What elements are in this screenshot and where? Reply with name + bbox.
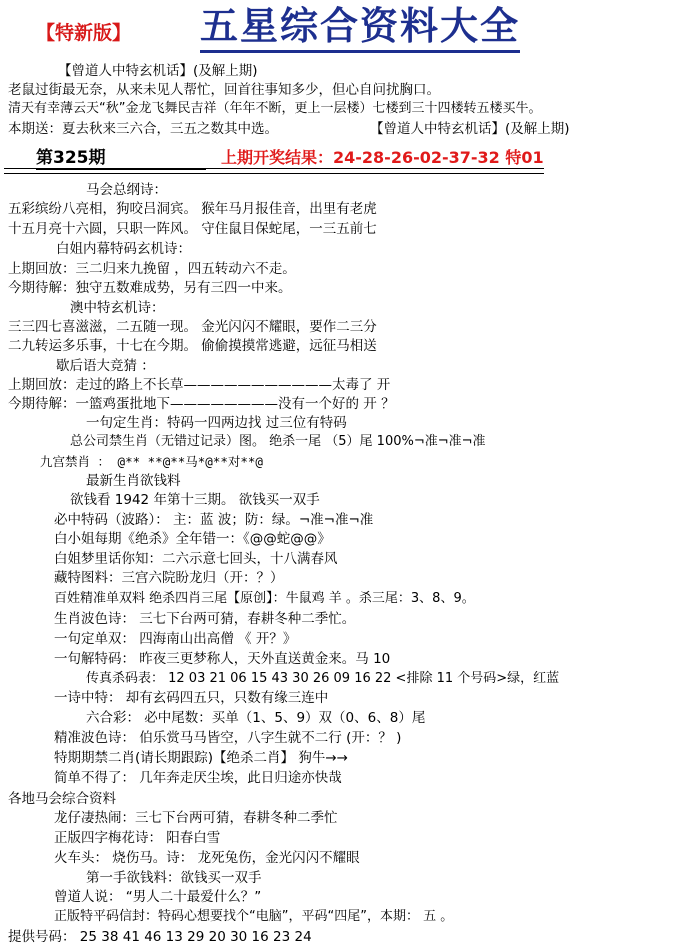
text-line: 九宫禁肖 ： @** **@**马*@**对**@ [40,454,263,469]
intro-line: 本期送：夏去秋来三六合，三五之数其中选。 [8,121,278,137]
section-heading: 马会总纲诗： [86,182,167,198]
edition-tag: 【特新版】 [36,22,132,44]
last-draw-result: 上期开奖结果：24-28-26-02-37-32 特01 [221,148,544,167]
page-title: 五星综合资料大全 [200,2,520,53]
section-heading: 白姐内幕特码玄机诗： [56,241,191,257]
text-line: 火车头： 烧伤马。诗： 龙死兔伤，金光闪闪不耀眼 [54,850,360,866]
text-line: 正版特平码信封：特码心想要找个“电脑”，平码“四尾”，本期： 五 。 [54,909,454,924]
double-divider [4,168,544,174]
text-line: 一诗中特： 却有玄码四五只，只数有缘三连中 [54,690,329,706]
text-line: 提供号码： 25 38 41 46 13 29 20 30 16 23 24 [8,929,312,945]
intro-line: 老鼠过街最无奈，从来未见人帮忙，回首往事知多少，但心自问扰胸口。 [8,82,440,98]
text-line: 第一手欲钱料：欲钱买一双手 [86,870,262,886]
intro-line: 清天有幸薄云天“秋”金龙飞舞民吉祥（年年不断，更上一层楼）七楼到三十四楼转五楼买牛。 [8,101,542,116]
text-line: 百姓精准单双料 绝杀四肖三尾【原创】：牛鼠鸡 羊 。杀三尾：3、8、9。 [54,591,475,606]
text-line: 传真杀码表： 12 03 21 06 15 43 30 26 09 16 22 <排除 11 个号码>绿，红蓝 [86,671,560,686]
text-line: 白小姐每期《绝杀》全年错一：《@@蛇@@》 [54,531,331,547]
text-line: 今期待解：独守五数难成势，另有三四一中来。 [8,280,292,296]
intro-heading: 【曾道人中特玄机话】(及解上期) [370,121,570,137]
text-line: 精准波色诗： 伯乐赏马马皆空，八字生就不二行 (开：？ ) [54,730,402,746]
text-line: 今期待解：一篮鸡蛋批地下————————没有一个好的 开 ？ [8,396,395,412]
text-line: 简单不得了： 几年奔走厌尘埃，此日归途亦快哉 [54,770,342,786]
text-line: 必中特码（波路）： 主：蓝 波；防：绿。¬准¬准¬准 [54,512,374,528]
text-line: 三三四七喜滋滋，二五随一现。 金光闪闪不耀眼，要作二三分 [8,319,377,335]
text-line: 生肖波色诗： 三七下台两可猜，春耕冬种二季忙。 [54,611,356,627]
text-line: 一句定单双： 四海南山出高僧 《 开？》 [54,631,297,647]
text-line: 曾道人说： “男人二十最爱什么？” [54,889,262,905]
text-line: 一句定生肖：特码一四两边找 过三位有特码 [86,415,347,431]
text-line: 龙仔凄热闹：三七下台两可猜，春耕冬种二季忙 [54,810,338,826]
section-heading: 各地马会综合资料 [8,791,116,807]
section-heading: 歇后语大竞猜 ： [56,358,155,374]
text-line: 白姐梦里话你知：二六示意七回头，十八满春风 [54,551,338,567]
text-line: 欲钱看 1942 年第十三期。 欲钱买一双手 [70,492,320,508]
text-line: 正版四字梅花诗： 阳春白雪 [54,830,221,846]
text-line: 六合彩： 必中尾数：买单（1、5、9）双（0、6、8）尾 [86,710,426,726]
text-line: 一句解特码： 昨夜三更梦称人，天外直送黄金来。马 10 [54,651,391,667]
text-line: 五彩缤纷八亮相，狗咬吕洞宾。 猴年马月报佳音，出里有老虎 [8,201,377,217]
issue-number: 第325期 [36,147,206,170]
text-line: 上期回放：三二归来九挽留 ，四五转动六不走。 [8,261,296,277]
section-heading: 澳中特玄机诗： [70,300,165,316]
text-line: 特期期禁二肖(请长期跟踪)【绝杀二肖】 狗牛→→ [54,750,348,766]
text-line: 藏特图料：三宫六院盼龙归（开：？） [54,570,284,586]
text-line: 二九转运多乐事，十七在今期。 偷偷摸摸常逃避，远征马相送 [8,338,377,354]
text-line: 十五月亮十六圆，只职一阵风。 守住鼠目保蛇尾，一三五前七 [8,221,377,237]
text-line: 上期回放：走过的路上不长草———————————太毒了 开 [8,377,391,393]
section-heading: 最新生肖欲钱料 [86,473,181,489]
intro-heading: 【曾道人中特玄机话】(及解上期) [58,63,258,79]
text-line: 总公司禁生肖（无错过记录）图。 绝杀一尾 （5）尾 100%¬准¬准¬准 [70,434,486,449]
